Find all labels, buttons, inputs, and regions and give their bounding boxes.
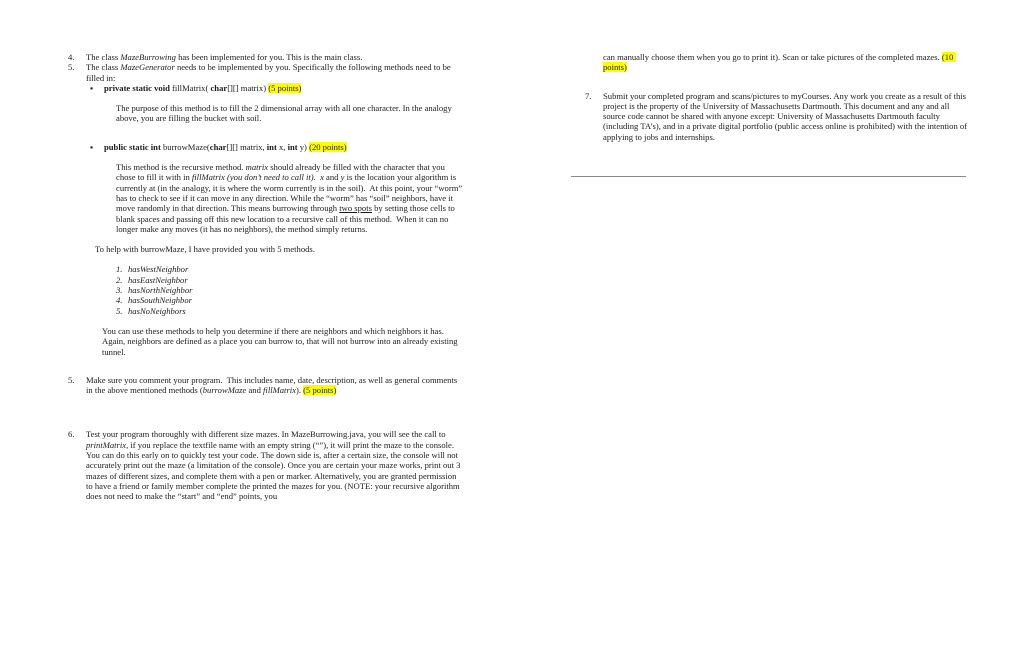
text: This method is the recursive method.: [116, 162, 246, 173]
item4-text-end: has been implemented for you. This is the main class.: [175, 52, 363, 62]
method-name: hasWestNeighbor: [128, 264, 189, 275]
points-highlight: (5 points): [303, 385, 337, 396]
italic-text: fillMatrix: [263, 385, 296, 396]
method-name: fillMatrix(: [169, 82, 211, 93]
method-params: [][] matrix,: [226, 141, 267, 152]
item-number: 4.: [68, 52, 75, 62]
fillmatrix-description: The purpose of this method is to fill the 2 dimensional array with all one character. In the analogy above, you are filling the bucket with soil.: [116, 103, 452, 124]
list-item: [116, 285, 463, 295]
italic-text: y: [340, 172, 345, 183]
text: Test your program thoroughly with different size mazes. In MazeBurrowing.java, you will see the call to: [86, 429, 448, 440]
keyword: public static int: [104, 141, 161, 152]
italic-text: x: [320, 172, 324, 183]
keyword: int: [266, 141, 277, 152]
fillmatrix-signature: [68, 83, 463, 93]
keyword: int: [287, 141, 298, 152]
text: can manually choose them when you go to print it). Scan or take pictures of the completed mazes.: [603, 52, 942, 62]
item-number: 4.: [116, 295, 123, 306]
text: ).: [296, 385, 304, 396]
text: and: [323, 172, 341, 183]
class-name-mazeburrowing: MazeBurrowing: [120, 52, 176, 62]
left-column: [68, 52, 463, 502]
list-item-7: [585, 91, 970, 142]
text: , if you replace the textfile name with an empty string (“”), it will print the maze to the console. You can do this early on to quickly test your code. The down side is, after a certain size, the console will not accurately print out the maze (a limitation of the console). Once you are certain your maze works, print out 3 mazes of different sizes, and complete them with a pen or marker. Alternatively, you are granted permission to have a friend or family member complete the printed the mazes for you. (NOTE: your recursive algorithm does not need to make the “start” and “end” points, you: [86, 439, 463, 502]
keyword: private static void: [104, 82, 170, 93]
helper-usage: You can use these methods to help you determine if there are neighbors and which neighbors it has. Again, neighbors are defined as a place you can burrow to, that will not burrow into an already existing tunnel.: [102, 325, 458, 357]
points-highlight: (5 points): [268, 82, 302, 93]
method-name: hasNorthNeighbor: [128, 285, 193, 296]
right-column: [585, 52, 970, 142]
item-number: 7.: [585, 90, 592, 101]
method-name: hasSouthNeighbor: [128, 295, 192, 306]
item-number: 3.: [116, 285, 123, 296]
horizontal-rule: [571, 176, 966, 177]
list-item: [116, 306, 463, 316]
list-item-5: [68, 62, 463, 83]
list-item: [116, 264, 463, 274]
keyword: char: [210, 82, 228, 93]
bullet-icon: ▪: [90, 82, 94, 93]
italic-text: burrowMaze: [202, 385, 247, 396]
text: should already be filled with the character that you chose to fill it with in: [116, 162, 448, 183]
italic-text: printMatrix: [86, 439, 127, 450]
list-item-4: [68, 52, 463, 62]
helper-intro: To help with burrowMaze, I have provided you with 5 methods.: [95, 244, 315, 255]
points-highlight: (20 points): [309, 141, 347, 152]
burrowmaze-description: [68, 162, 463, 234]
method-name: hasNoNeighbors: [128, 305, 186, 316]
italic-text: matrix: [245, 162, 269, 173]
item5-text-end: needs to be implemented by you. Specifically the following methods need to be filled in:: [86, 62, 453, 83]
text: and: [246, 385, 264, 396]
item4-text: The class: [86, 52, 121, 62]
method-params: y): [297, 141, 310, 152]
list-item: [116, 295, 463, 305]
helper-methods-list: [68, 264, 463, 315]
class-name-mazegenerator: MazeGenerator: [120, 62, 175, 73]
points-highlight: (10 points): [603, 52, 956, 73]
italic-text: fillMatrix (you don’t need to call it).: [191, 172, 316, 183]
method-name: hasEastNeighbor: [128, 274, 188, 285]
item-number: 6.: [68, 429, 75, 440]
method-name: burrowMaze(: [160, 141, 210, 152]
item7-text: Submit your completed program and scans/pictures to myCourses. Any work you create as a result of this project is the property of the University of Massachusetts Dartmouth. This document and any and all source code cannot be shared with anyone except: University of Massachusetts Dartmouth faculty (including TA’s), and in a private digital portfolio (public access online is prohibited) with the intention of applying to jobs and internships.: [603, 90, 968, 142]
method-params: [][] matrix): [227, 82, 269, 93]
method-params: x,: [276, 141, 288, 152]
list-item-6: [68, 429, 463, 501]
text: by setting those cells to blank spaces and passing off this new location to a recursive call of this method. When it can no longer make any moves (it has no neighbors), the method simply returns.: [116, 203, 457, 234]
burrowmaze-signature: [68, 142, 463, 152]
keyword: char: [209, 141, 227, 152]
item-number: 2.: [116, 274, 123, 285]
item-number: 5.: [116, 305, 123, 316]
item-number: 5.: [68, 374, 75, 385]
item-number: 1.: [116, 264, 123, 275]
item6-continuation: [585, 52, 970, 73]
item-number: 5.: [68, 62, 75, 73]
list-item: [116, 275, 463, 285]
text: Make sure you comment your program. This includes name, date, description, as well as general comments in the above mentioned methods (: [86, 374, 460, 396]
bullet-icon: ▪: [90, 141, 94, 152]
list-item-5-comments: [68, 375, 463, 396]
item5-text: The class: [86, 62, 121, 73]
text: is the location your algorithm is currently at (in the analogy, it is where the worm currently is in the soil). At this point, your “worm” has to check to see if it can move in any direction. While the “worm” has “soil” neighbors, have it move randomly in that direction. This means burrowing through: [116, 172, 465, 214]
underlined-text: two spots: [339, 203, 372, 214]
